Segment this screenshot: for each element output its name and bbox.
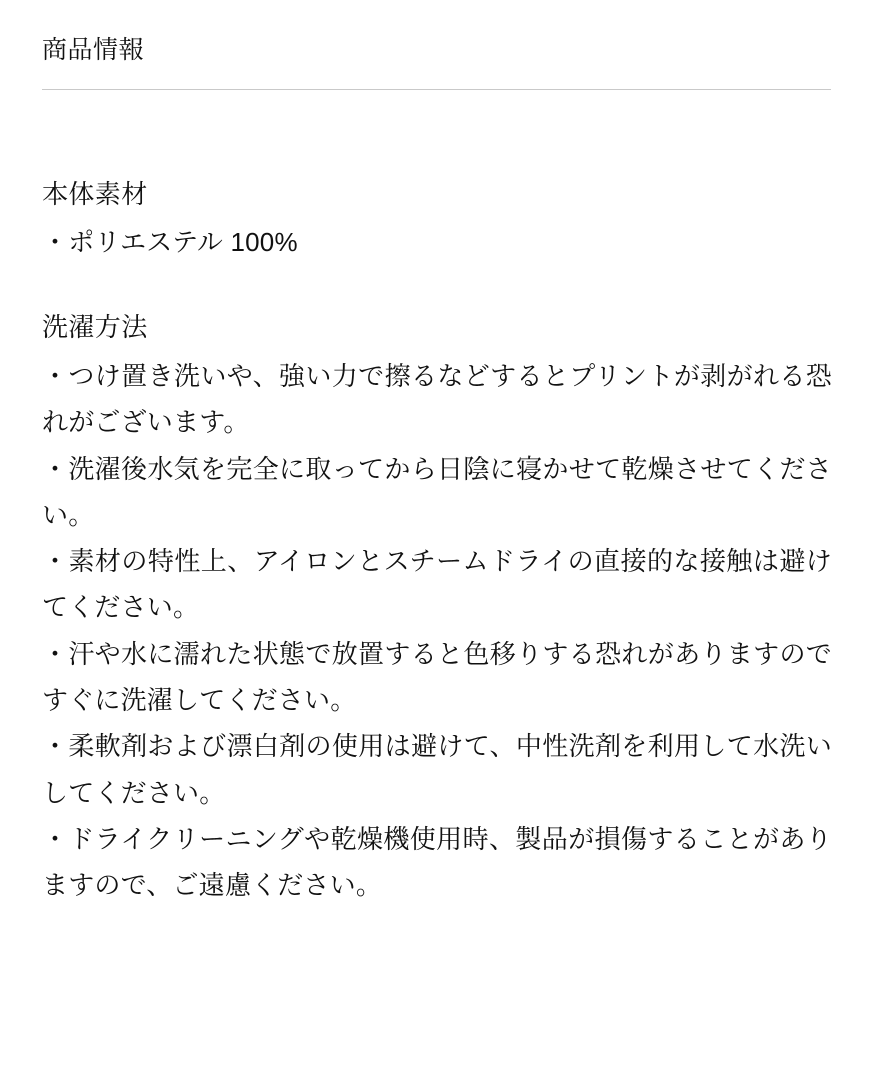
spec-line-washing-2: ・素材の特性上、アイロンとスチームドライの直接的な接触は避けてください。 bbox=[42, 546, 832, 623]
title-divider bbox=[42, 89, 831, 90]
spec-line-washing-0: ・つけ置き洗いや、強い力で擦るなどするとプリントが剥がれる恐れがございます。 bbox=[42, 361, 832, 438]
page-title: 商品情報 bbox=[42, 36, 145, 64]
spec-line-washing-1: ・洗濯後水気を完全に取ってから日陰に寝かせて乾燥させてください。 bbox=[42, 453, 832, 530]
spec-block-material bbox=[42, 176, 833, 266]
spec-line-washing-5: ・ドライクリーニングや乾燥機使用時、製品が損傷することがありますので、ご遠慮ください。 bbox=[42, 823, 832, 901]
spec-line-washing-3: ・汗や水に濡れた状態で放置すると色移りする恐れがありますのですぐに洗濯してください。 bbox=[42, 638, 832, 715]
spec-line-material-0: ・ポリエステル 100% bbox=[42, 227, 298, 258]
spec-line-washing-4: ・柔軟剤および漂白剤の使用は避けて、中性洗剤を利用して水洗いしてください。 bbox=[42, 731, 832, 808]
spec-heading-washing: 洗濯方法 bbox=[42, 312, 148, 343]
spec-block-washing bbox=[42, 309, 833, 908]
spec-heading-material: 本体素材 bbox=[42, 178, 148, 209]
